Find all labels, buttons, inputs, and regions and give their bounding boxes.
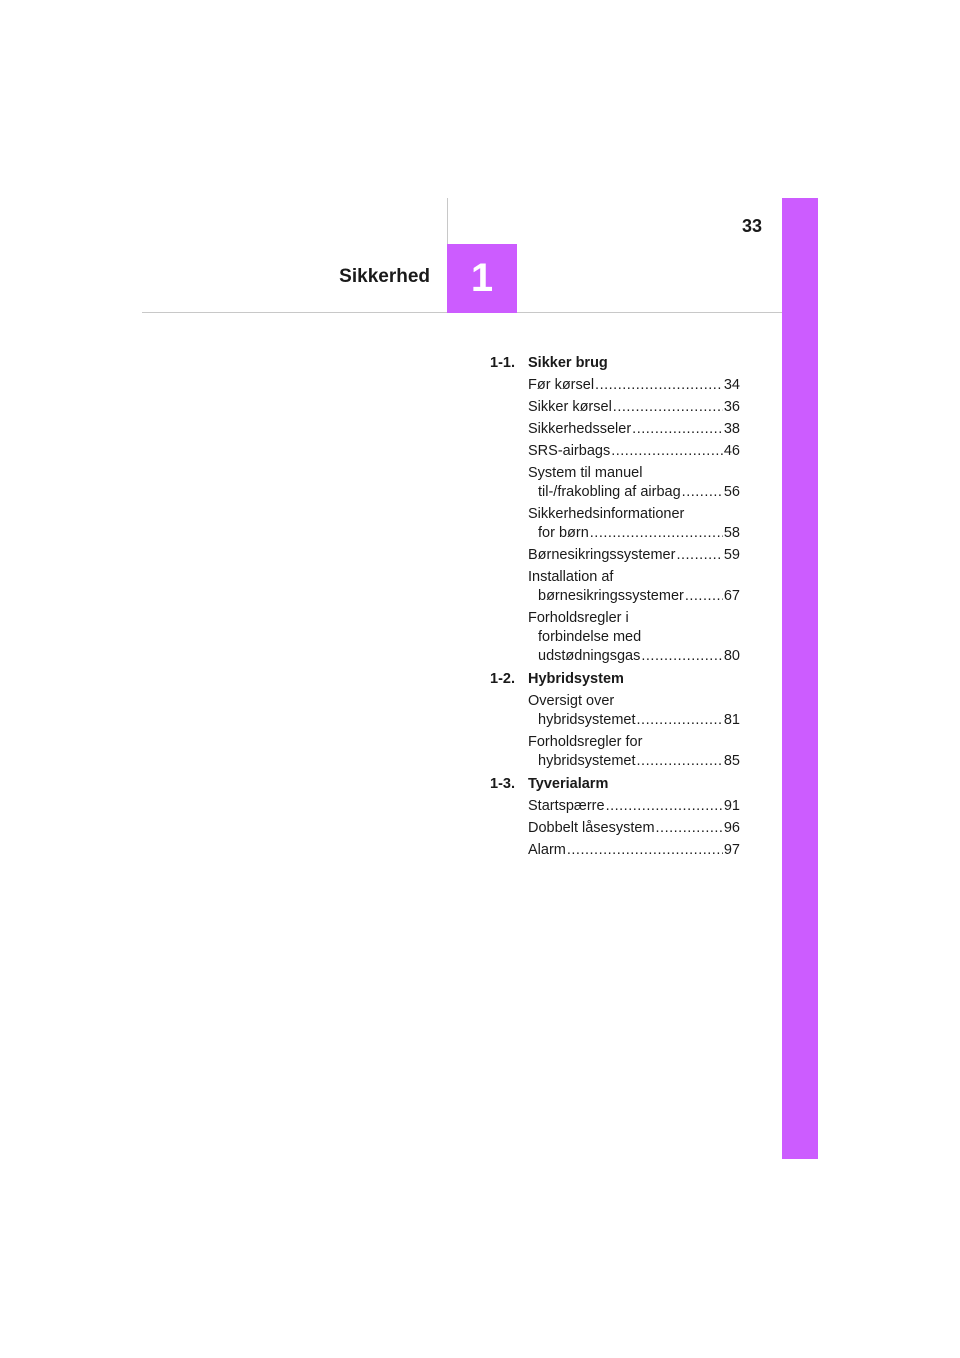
toc-entry[interactable] <box>528 692 740 730</box>
toc-entry-page: 36 <box>723 399 740 415</box>
toc-section-heading[interactable] <box>490 354 740 373</box>
toc-entry-line <box>528 483 740 502</box>
toc-entry-title: Alarm <box>528 842 566 858</box>
toc-entry-line <box>528 442 740 461</box>
toc-section-heading[interactable] <box>490 670 740 689</box>
toc-entry-line <box>528 546 740 565</box>
toc-entry-line <box>528 733 740 752</box>
toc-entry-page: 38 <box>723 421 740 437</box>
toc-leader-dots <box>567 841 723 860</box>
toc-entry-line <box>528 711 740 730</box>
toc-entry-page: 97 <box>723 842 740 858</box>
toc-entry-list <box>528 692 740 771</box>
toc-entry-title: forbindelse med <box>538 629 642 645</box>
toc-entry-title: Sikkerhedsinformationer <box>528 506 685 522</box>
toc-entry[interactable] <box>528 733 740 771</box>
toc-entry-title: til-/frakobling af airbag <box>538 484 681 500</box>
toc-section-number: 1-3. <box>490 776 515 792</box>
toc-entry-title: SRS-airbags <box>528 443 611 459</box>
toc-entry-line <box>528 609 740 628</box>
toc-entry-line <box>528 752 740 771</box>
chapter-number-box <box>447 244 517 313</box>
toc-entry-title: Oversigt over <box>528 693 615 709</box>
toc-entry-list <box>528 797 740 860</box>
toc-entry-title: Børnesikringssystemer <box>528 547 676 563</box>
toc-leader-dots <box>682 483 723 502</box>
toc-entry-line <box>528 647 740 666</box>
toc-section-title: Sikker brug <box>528 355 608 371</box>
chapter-title: Sikkerhed <box>339 266 430 287</box>
toc-entry-line <box>528 568 740 587</box>
table-of-contents <box>490 354 740 864</box>
toc-entry-line <box>528 841 740 860</box>
toc-entry-page: 80 <box>723 648 740 664</box>
toc-entry[interactable] <box>528 546 740 565</box>
toc-entry[interactable] <box>528 797 740 816</box>
toc-entry-title: hybridsystemet <box>538 712 636 728</box>
toc-entry-list <box>528 376 740 666</box>
toc-entry[interactable] <box>528 464 740 502</box>
toc-entry-line <box>528 420 740 439</box>
toc-entry-page: 34 <box>723 377 740 393</box>
toc-entry-line <box>528 505 740 524</box>
toc-leader-dots <box>676 546 722 565</box>
toc-entry[interactable] <box>528 442 740 461</box>
toc-entry-title: Startspærre <box>528 798 605 814</box>
toc-entry[interactable] <box>528 420 740 439</box>
toc-entry[interactable] <box>528 505 740 543</box>
toc-entry-title: Sikkerhedsseler <box>528 421 632 437</box>
toc-entry-title: Installation af <box>528 569 614 585</box>
toc-entry-title: for børn <box>538 525 589 541</box>
toc-section-title: Tyverialarm <box>528 776 609 792</box>
toc-entry-page: 59 <box>723 547 740 563</box>
toc-entry-page: 46 <box>723 443 740 459</box>
toc-leader-dots <box>611 442 723 461</box>
toc-leader-dots <box>590 524 723 543</box>
toc-entry-page: 56 <box>723 484 740 500</box>
toc-entry-line <box>528 376 740 395</box>
toc-entry-page: 81 <box>723 712 740 728</box>
toc-entry[interactable] <box>528 376 740 395</box>
toc-entry-page: 96 <box>723 820 740 836</box>
toc-entry[interactable] <box>528 841 740 860</box>
toc-entry-title: hybridsystemet <box>538 753 636 769</box>
toc-entry-line <box>528 524 740 543</box>
toc-entry-title: Før kørsel <box>528 377 595 393</box>
toc-leader-dots <box>613 398 723 417</box>
toc-entry-page: 85 <box>723 753 740 769</box>
toc-section-number: 1-2. <box>490 671 515 687</box>
toc-entry-line <box>528 398 740 417</box>
toc-entry[interactable] <box>528 609 740 666</box>
toc-entry-line <box>528 628 740 647</box>
toc-entry-title: Forholdsregler for <box>528 734 643 750</box>
chapter-side-tab <box>782 198 818 1159</box>
toc-entry-line <box>528 692 740 711</box>
toc-leader-dots <box>632 420 723 439</box>
toc-section-heading[interactable] <box>490 775 740 794</box>
toc-entry-page: 91 <box>723 798 740 814</box>
chapter-number: 1 <box>470 256 494 300</box>
toc-entry-title: Forholdsregler i <box>528 610 629 626</box>
toc-entry[interactable] <box>528 398 740 417</box>
toc-leader-dots <box>641 647 722 666</box>
toc-entry-title: Dobbelt låsesystem <box>528 820 655 836</box>
toc-entry-page: 67 <box>723 588 740 604</box>
toc-leader-dots <box>656 819 723 838</box>
toc-entry[interactable] <box>528 819 740 838</box>
toc-section-number: 1-1. <box>490 355 515 371</box>
toc-entry-title: udstødningsgas <box>538 648 641 664</box>
toc-section-title: Hybridsystem <box>528 671 624 687</box>
toc-entry-line <box>528 587 740 606</box>
toc-entry-line <box>528 819 740 838</box>
toc-entry-line <box>528 797 740 816</box>
toc-leader-dots <box>637 752 723 771</box>
header-divider-vertical <box>447 198 448 244</box>
toc-leader-dots <box>637 711 723 730</box>
toc-entry-line <box>528 464 740 483</box>
page-number: 33 <box>741 216 763 236</box>
toc-entry[interactable] <box>528 568 740 606</box>
toc-entry-page: 58 <box>723 525 740 541</box>
toc-leader-dots <box>685 587 723 606</box>
toc-entry-title: børnesikringssystemer <box>538 588 684 604</box>
toc-leader-dots <box>595 376 723 395</box>
toc-leader-dots <box>606 797 723 816</box>
toc-entry-title: Sikker kørsel <box>528 399 612 415</box>
toc-entry-title: System til manuel <box>528 465 643 481</box>
